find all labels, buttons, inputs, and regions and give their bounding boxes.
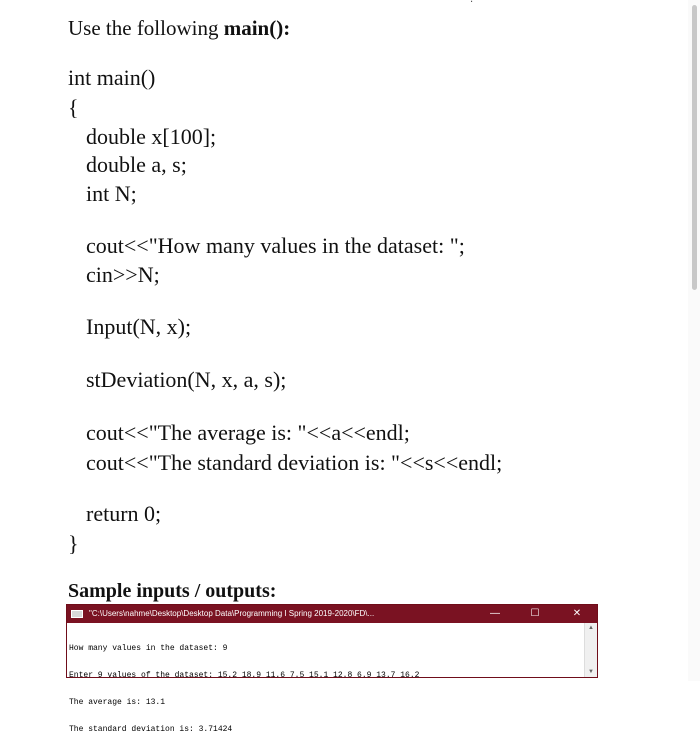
partial-glyph-top: ‧	[470, 0, 474, 8]
code-line-close-brace: }	[68, 531, 79, 556]
code-line-cin: cin>>N;	[86, 262, 160, 287]
console-titlebar	[67, 605, 597, 623]
scroll-up-arrow-icon: ▲	[588, 625, 594, 631]
maximize-icon: ☐	[530, 608, 540, 619]
code-line-double-x: double x[100];	[86, 124, 217, 149]
intro-text	[68, 16, 290, 41]
code-line-stdeviation: stDeviation(N, x, a, s);	[86, 367, 287, 392]
intro-prefix: Use the following	[68, 16, 224, 40]
console-app-icon	[71, 610, 83, 618]
code-line-return: return 0;	[86, 501, 162, 526]
console-output	[69, 626, 579, 752]
code-line-input: Input(N, x);	[86, 314, 192, 339]
minimize-icon: —	[490, 608, 500, 619]
code-line-double-a-s: double a, s;	[86, 152, 187, 177]
code-line-cout-prompt: cout<<"How many values in the dataset: ";	[86, 233, 465, 258]
console-window-screenshot	[66, 604, 598, 734]
console-scrollbar	[584, 623, 597, 677]
console-title: "C:\Users\nahme\Desktop\Desktop Data\Programming I Spring 2019-2020\FD\...	[89, 609, 375, 618]
code-line-cout-stddev: cout<<"The standard deviation is: "<<s<<endl;	[86, 450, 503, 475]
intro-function-name: main():	[223, 16, 291, 40]
page-scrollbar[interactable]	[688, 0, 700, 681]
code-line-int-n: int N;	[86, 181, 137, 206]
code-line-cout-average: cout<<"The average is: "<<a<<endl;	[86, 420, 410, 445]
console-line: Enter 9 values of the dataset: 15.2 18.9 11.6 7.5 15.1 12.8 6.9 13.7 16.2	[69, 671, 420, 680]
console-line: How many values in the dataset: 9	[69, 644, 228, 653]
code-line-open-brace: {	[68, 95, 79, 120]
console-line: The standard deviation is: 3.71424	[69, 725, 233, 734]
close-icon: ✕	[572, 608, 582, 619]
scroll-down-arrow-icon: ▼	[588, 669, 594, 675]
console-line: The average is: 13.1	[69, 698, 166, 707]
page-scrollbar-thumb[interactable]	[692, 5, 697, 290]
code-line-main: int main()	[68, 65, 156, 90]
sample-heading: Sample inputs / outputs:	[68, 580, 277, 602]
